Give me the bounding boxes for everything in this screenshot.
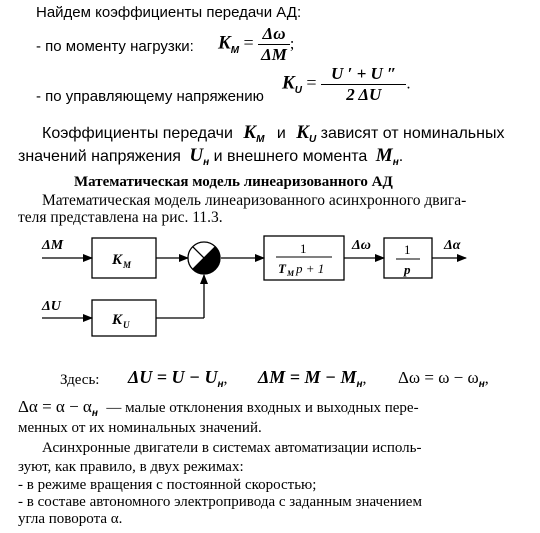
formula-KM: $K_M$ = $\frac{\Delta\omega}{\Delta M}$ ; xyxy=(218,24,295,64)
zdes-label: Здесь: xyxy=(60,372,100,388)
block-diagram xyxy=(0,226,540,338)
depend-KU-sub: U xyxy=(308,134,317,145)
eq-da-sub: н xyxy=(91,408,98,419)
depend-KU: K xyxy=(296,122,309,143)
deviation-line2: менных от их номинальных значений. xyxy=(18,420,262,436)
paragraph2-line1: Асинхронные двигатели в системах автоматизации исполь- xyxy=(42,440,422,456)
formula-KU-sub: U xyxy=(294,84,302,96)
formula-KU: $K_U$ = $\frac{U ' + U ''}{2 \Delta U}$ . xyxy=(282,64,411,104)
depend-Un-sub: н xyxy=(203,157,210,168)
paragraph1-line2: теля представлена на рис. 11.3. xyxy=(18,209,223,226)
depend-text-b: и xyxy=(276,125,286,142)
paragraph1-line1: Математическая модель линеаризованного асинхронного двига- xyxy=(42,192,467,209)
intro-text: Найдем коэффициенты передачи АД: xyxy=(36,4,302,21)
section-heading: Математическая модель линеаризованного АД xyxy=(74,174,393,190)
formula-KU-symbol: K xyxy=(282,72,295,94)
formula-KM-sub: M xyxy=(230,44,240,56)
integrator-denominator: p xyxy=(404,262,411,277)
eq-dM-text: ΔM = M − M xyxy=(258,367,357,387)
tf1-numerator: 1 xyxy=(300,241,307,256)
block-KU-sub: U xyxy=(123,320,130,330)
depend-text-e: и внешнего момента xyxy=(213,148,368,165)
mode2-line2: угла поворота α. xyxy=(18,511,123,527)
deviation-text: — малые отклонения входных и выходных пере- xyxy=(106,400,419,416)
mode2-item: - в составе автономного электропривода с заданным значением xyxy=(18,494,422,510)
depend-Mn-sub: н xyxy=(392,157,399,168)
dependence-line1 xyxy=(42,122,504,144)
depend-text-d: значений напряжения xyxy=(18,148,181,165)
eq-da-line xyxy=(18,397,419,417)
depend-text-c: зависят от номинальных xyxy=(320,125,505,142)
input-dU-label: ΔU xyxy=(42,299,61,314)
formula-KU-denominator: 2 ΔU xyxy=(346,85,382,104)
eq-dU-sub: н xyxy=(217,379,224,390)
paragraph2-line2: зуют, как правило, в двух режимах: xyxy=(18,459,244,475)
formula-KM-denominator: ΔM xyxy=(261,45,287,64)
eq-dw: $\Delta\omega = \omega - \omega_н$, xyxy=(398,368,489,390)
tf1-den-T: T xyxy=(278,261,286,276)
depend-KM-sub: M xyxy=(256,134,265,145)
tf1-den-sub: M xyxy=(287,269,295,278)
summing-junction xyxy=(188,242,220,274)
output-da-label: Δα xyxy=(444,238,461,253)
block-KM-label: K xyxy=(112,252,123,268)
ctrl-prefix: - по управляющему напряжению xyxy=(36,88,264,105)
signal-dw-label: Δω xyxy=(352,238,371,253)
eq-dM: $\Delta M = M - M_н$, xyxy=(258,367,367,390)
formula-KU-numerator: U ′ + U ″ xyxy=(321,64,406,85)
dependence-line2: значений напряжения $U_н$ и внешнего момента $M_н$. xyxy=(18,145,404,168)
eq-da-text: Δα = α − α xyxy=(18,397,92,416)
depend-KM: K xyxy=(243,122,257,143)
eq-dU: $\Delta U = U - U_н$, xyxy=(128,367,228,390)
load-prefix: - по моменту нагрузки: xyxy=(36,38,194,55)
depend-text-a: Коэффициенты передачи xyxy=(42,125,233,142)
block-KU xyxy=(92,300,156,336)
eq-dw-sub: н xyxy=(478,379,485,390)
block-KM xyxy=(92,238,156,278)
mode1-item: - в режиме вращения с постоянной скоростью; xyxy=(18,477,317,493)
eq-dM-sub: н xyxy=(356,379,363,390)
formula-KM-numerator: Δω xyxy=(258,24,290,45)
formula-KM-symbol: K xyxy=(218,32,231,54)
input-dM-label: ΔM xyxy=(42,238,64,253)
eq-dw-text: Δω = ω − ω xyxy=(398,368,479,387)
block-KM-sub: M xyxy=(123,260,132,270)
eq-dU-text: ΔU = U − U xyxy=(128,367,218,387)
block-KU-label: K xyxy=(112,312,123,328)
integrator-numerator: 1 xyxy=(404,242,411,257)
tf1-den-rest: p + 1 xyxy=(296,261,325,276)
